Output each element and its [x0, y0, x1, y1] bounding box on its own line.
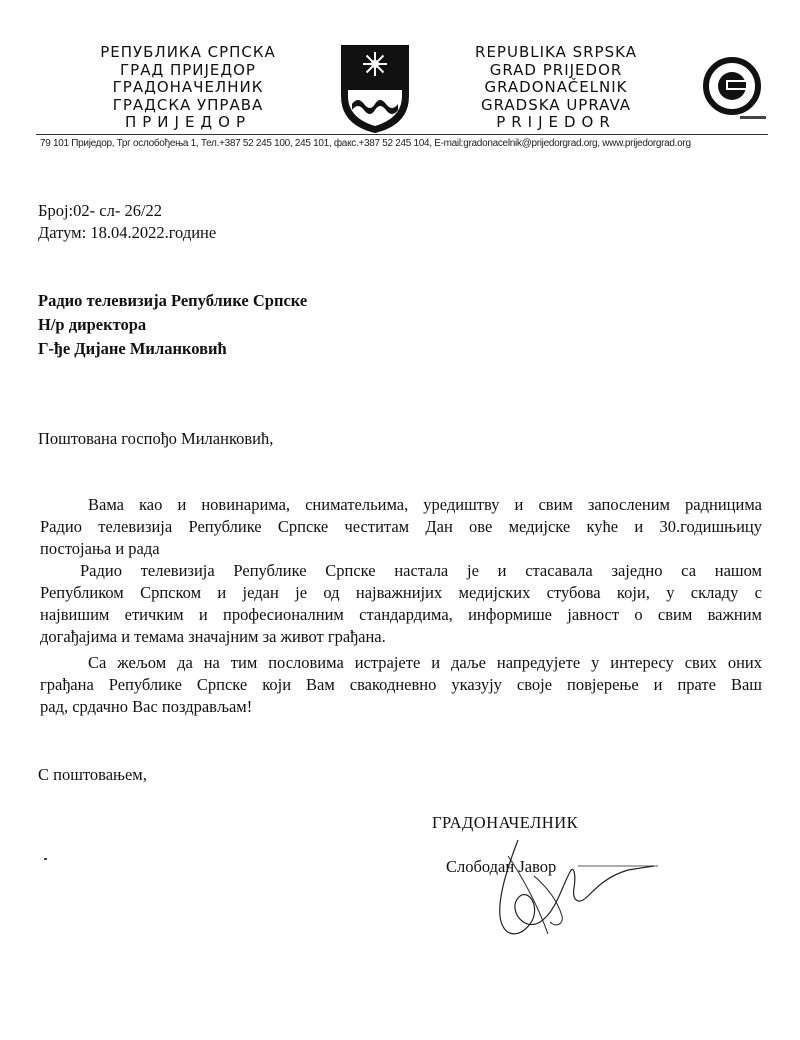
letterhead-line: GRAD PRIJEDOR — [489, 60, 623, 79]
recipient-line: Г-ђе Дијане Миланковић — [38, 339, 227, 358]
letterhead-line: REPUBLIKA SRPSKA — [475, 43, 637, 61]
letterhead-line: ГРАДОНАЧЕЛНИК — [112, 78, 264, 96]
body-line: Радио телевизија Републике Српске настала је и стасавала заједно са нашом — [80, 561, 762, 580]
closing: С поштовањем, — [38, 765, 147, 784]
recipient-line: Радио телевизија Републике Српске — [38, 291, 308, 310]
scan-speck — [44, 858, 47, 860]
body-line: постојања и рада — [40, 539, 160, 558]
body-paragraph — [40, 494, 762, 560]
letterhead-line: PRIJEDOR — [496, 113, 616, 131]
body-paragraph — [40, 652, 762, 718]
body-line: рад, срдачно Вас поздрављам! — [40, 697, 253, 716]
reference-date: Датум: 18.04.2022.године — [38, 223, 217, 242]
letterhead-cyrillic — [68, 44, 308, 132]
letterhead-line: ГРАД ПРИЈЕДОР — [120, 60, 256, 79]
letterhead-divider — [36, 134, 768, 135]
body-line: Републиком Српском и један је од најважнијих медијских стубова који, у складу с — [40, 583, 762, 602]
letterhead-line: ГРАДСКА УПРАВА — [112, 95, 264, 114]
recipient-line: Н/р директора — [38, 315, 147, 334]
body-line: догађајима и темама значајним за живот грађана. — [40, 627, 386, 646]
body-line: грађана Републике Српске који Вам свакодневно указују своје повјерење и прате Ваш — [40, 675, 762, 694]
salutation: Поштована госпођо Миланковић, — [38, 429, 274, 448]
body-line: Вама као и новинарима, снимательима, уредиштву и свим запосленим радницима — [88, 495, 762, 514]
body-paragraph — [40, 560, 762, 648]
letterhead-line: РЕПУБЛИКА СРПСКА — [100, 43, 276, 61]
body-line: највишим етичким и професионалним стандардима, информише јавност о свим важним — [40, 605, 762, 624]
letterhead-line: GRADSKA UPRAVA — [480, 95, 632, 114]
body-line: Са жељом да на тим пословима истрајете и даље напредујете у интересу свих оних — [88, 653, 762, 672]
signatory-name: Слободан Јавор — [446, 857, 557, 876]
letterhead-line: ПРИЈЕДОР — [124, 113, 252, 131]
city-crest-icon — [338, 44, 412, 134]
letterhead-line: GRADONAČELNIK — [484, 78, 628, 96]
handwritten-signature — [478, 836, 658, 946]
body-line: Радио телевизија Републике Српске честитам Дан ове медијске куће и 30.годишњицу — [40, 517, 762, 536]
contact-line: 79 101 Приједор, Трг ослобођења 1, Тел.+387 52 245 100, 245 101, факс.+387 52 245 104, E-mail:gradonacelnik@prijedorgrad.org, www.prijedorgrad.org — [40, 138, 691, 149]
signatory-title: ГРАДОНАЧЕЛНИК — [432, 813, 579, 832]
letterhead-latin — [436, 44, 676, 132]
reference-number: Број:02- сл- 26/22 — [38, 201, 163, 220]
certification-seal-icon — [700, 56, 768, 128]
